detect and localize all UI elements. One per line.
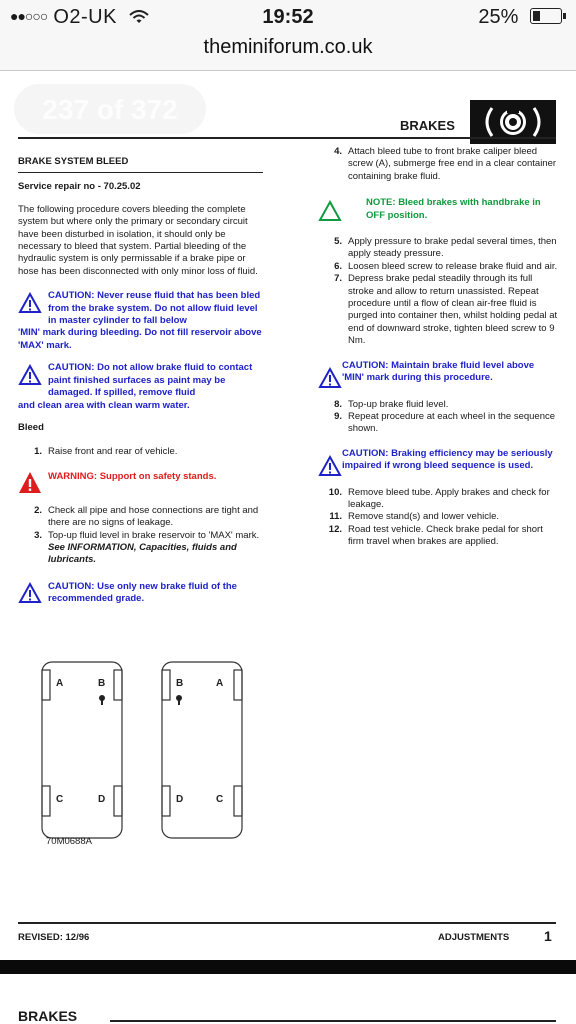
caution-reuse-fluid: CAUTION: Never reuse fluid that has been bled from the brake system. Do not allow fluid level in master cylinder to fall below 'MIN' mark during bleeding. Do not fill reservoir above 'MAX' mark.	[18, 290, 262, 351]
url-text[interactable]: theminiforum.co.uk	[203, 36, 373, 58]
note-handbrake: NOTE: Bleed brakes with handbrake in OFF position.	[318, 197, 558, 222]
step-9: 9. Repeat procedure at each wheel in the sequence shown.	[334, 410, 556, 435]
wheel-label-b-2: B	[176, 678, 184, 689]
note-triangle-icon	[318, 199, 342, 223]
caution-triangle-icon	[18, 292, 42, 314]
wheel-label-b: B	[98, 678, 106, 689]
step-2: 2. Check all pipe and hose connections are tight and there are no signs of leakage.	[34, 504, 259, 529]
wheel-label-a: A	[56, 678, 64, 689]
header-rule	[18, 137, 556, 139]
bleed-heading: Bleed	[18, 421, 44, 433]
step-7: 7. Depress brake pedal steadily through its full stroke and allow to return unassisted. Repeat procedure until a flow of clean air-free fluid is purged into container then, whilst holding pedal at end of downward stroke, tighten bleed screw to 9 Nm.	[334, 273, 558, 347]
step-10: 10. Remove bleed tube. Apply brakes and check for leakage.	[328, 486, 550, 510]
warning-safety-stands: WARNING: Support on safety stands.	[18, 471, 263, 497]
battery-status	[478, 6, 562, 29]
caution-triangle-icon	[318, 454, 342, 478]
step-12: 12. Road test vehicle. Check brake pedal for short firm travel when brakes are applied.	[328, 523, 543, 548]
intro-paragraph: The following procedure covers bleeding the complete system but where only the primary or secondary circuit have been disturbed in isolation, it should only be necessary to bleed that system. Partial bleeding of the hydraulic system is only permissable if a brake pipe or hose has been disconnected with only minor loss of fluid.	[18, 203, 258, 277]
wheel-label-d: D	[98, 794, 106, 805]
vehicle-outline-right	[162, 662, 242, 838]
wheel-label-a-2: A	[216, 678, 224, 689]
carrier-name: O2-UK	[53, 6, 117, 28]
clock: 19:52	[262, 6, 314, 28]
section-header-title: BRAKES	[400, 118, 455, 133]
right-column	[318, 146, 558, 549]
revision-date: REVISED: 12/96	[18, 932, 90, 943]
wheel-label-d-2: D	[176, 794, 184, 805]
caution-sequence: CAUTION: Braking efficiency may be seriously impaired if wrong bleed sequence is used.	[318, 448, 558, 473]
step-5: 5. Apply pressure to brake pedal several times, then apply steady pressure.	[334, 236, 557, 260]
page-separator	[0, 960, 576, 974]
footer-section: ADJUSTMENTS	[438, 932, 510, 943]
page-counter: 237 of 372	[14, 84, 206, 134]
step-6: 6. Loosen bleed screw to release brake fluid and air.	[334, 260, 558, 272]
diagram-caption: 70M0688A	[46, 836, 92, 847]
left-column	[18, 156, 263, 606]
next-page-header-title: BRAKES	[18, 1008, 78, 1024]
signal-strength-icon: ●●○○○	[10, 8, 48, 24]
wheel-label-c: C	[56, 794, 64, 805]
step-4: 4. Attach bleed tube to front brake caliper bleed screw (A), submerge free end in a clear container containing brake fluid.	[334, 146, 557, 182]
bleed-sequence-diagram	[34, 660, 264, 860]
service-repair-number: Service repair no - 70.25.02	[18, 181, 141, 193]
battery-percent: 25%	[478, 6, 519, 28]
procedure-title: BRAKE SYSTEM BLEED	[18, 156, 263, 173]
caution-triangle-icon	[318, 366, 342, 390]
address-bar[interactable]	[0, 34, 576, 71]
step-1: 1. Raise front and rear of vehicle.	[34, 446, 178, 458]
step-8: 8. Top-up brake fluid level.	[334, 398, 449, 410]
status-bar	[0, 0, 576, 34]
caution-triangle-icon	[18, 364, 42, 386]
battery-icon	[530, 8, 562, 24]
caution-new-fluid: CAUTION: Use only new brake fluid of the recommended grade.	[18, 581, 263, 606]
step-11: 11. Remove stand(s) and lower vehicle.	[329, 511, 500, 523]
page-number: 1	[544, 928, 552, 944]
wheel-label-c-2: C	[216, 794, 224, 805]
vehicle-outline-left	[42, 662, 122, 838]
caution-min-level: CAUTION: Maintain brake fluid level above 'MIN' mark during this procedure.	[318, 360, 558, 385]
next-page-header-rule	[110, 1020, 556, 1022]
footer-rule	[18, 922, 556, 924]
step-3: 3. Top-up fluid level in brake reservoir to 'MAX' mark. See INFORMATION, Capacities, fluids and lubricants.	[34, 529, 260, 566]
caution-triangle-icon	[18, 581, 42, 605]
caution-paint-damage: CAUTION: Do not allow brake fluid to contact paint finished surfaces as paint may be damaged. If spilled, remove fluid and clean area with clean warm water.	[18, 362, 253, 411]
warning-triangle-icon	[18, 471, 42, 495]
